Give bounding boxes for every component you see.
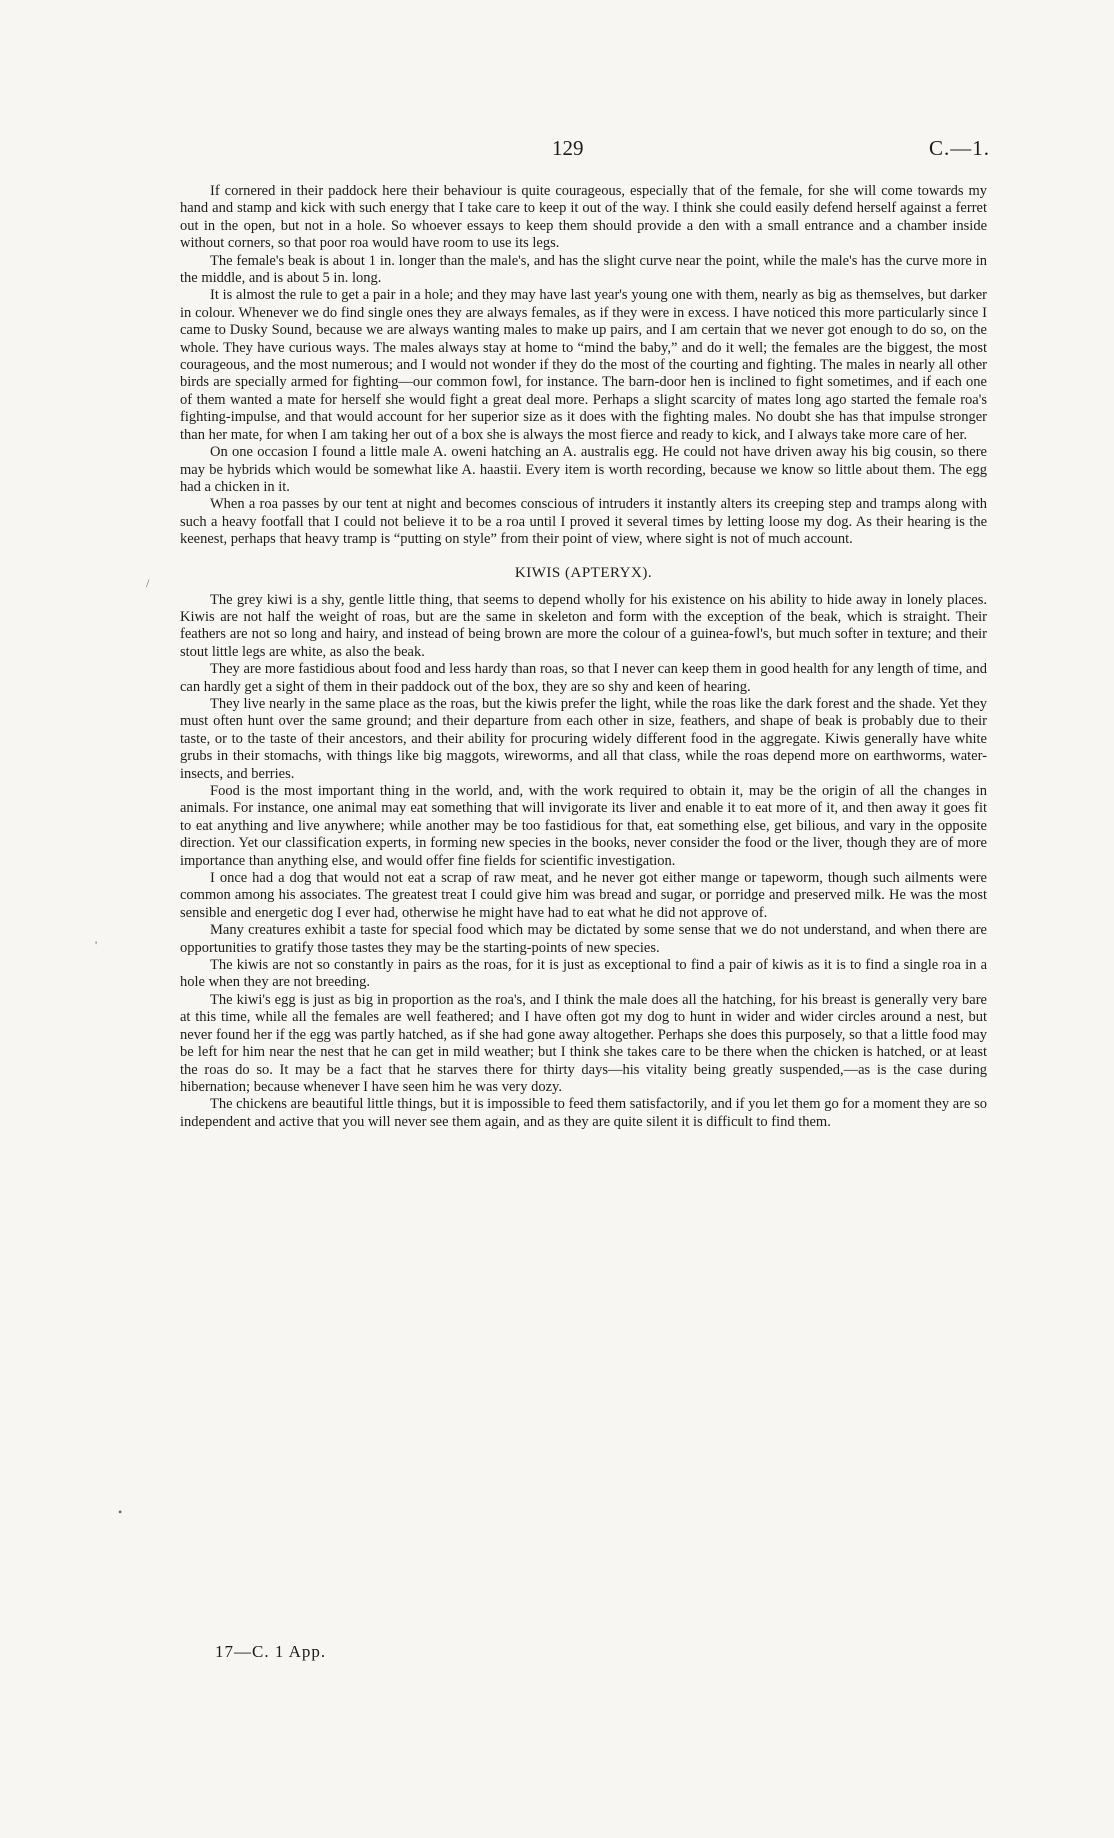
paragraph: Many creatures exhibit a taste for special food which may be dictated by some sense that we do not understand, and when there are opportunities to gratify those tastes they may be the starting-points of new species.	[180, 922, 987, 956]
section-heading: KIWIS (APTERYX).	[514, 564, 653, 581]
paragraph: They are more fastidious about food and less hardy than roas, so that I never can keep them in good health for any length of time, and can hardly get a sight of them in their paddock out of the box, they are so shy and keen of hearing.	[180, 661, 987, 695]
paragraph: If cornered in their paddock here their behaviour is quite courageous, especially that of the female, for she will come towards my hand and stamp and kick with such energy that I take care to keep it out of the way. I think she could easily defend herself against a ferret out in the open, but not in a hole. So whoever essays to keep them should provide a den with a small entrance and a chamber inside without corners, so that poor roa would have room to use its legs.	[180, 183, 987, 252]
paragraph: It is almost the rule to get a pair in a hole; and they may have last year's young one with them, nearly as big as themselves, but darker in colour. Whenever we do find single ones they are always females, as if they were in excess. I have noticed this more particularly since I came to Dusky Sound, because we are always wanting males to make up pairs, and I am certain that we never got enough to do so, on the whole. They have curious ways. The males always stay at home to “mind the baby,” and do it well; the females are the biggest, the most courageous, and the most numerous; and I would not wonder if they do the most of the courting and fighting. The males in nearly all other birds are specially armed for fighting—our common fowl, for instance. The barn-door hen is inclined to fight sometimes, and if each one of them wanted a mate for herself she would fight a great deal more. Perhaps a slight scarcity of mates long ago started the female roa's fighting-impulse, and that would account for her superior size as it does with the fighting males. No doubt she has that impulse stronger than her mate, for when I am taking her out of a box she is always the most fierce and ready to kick, and I always take more care of her.	[180, 287, 987, 443]
margin-mark: •	[118, 1505, 123, 1519]
paragraph: The female's beak is about 1 in. longer than the male's, and has the slight curve near the point, while the male's has the curve more in the middle, and is about 5 in. long.	[180, 252, 987, 287]
paragraph: On one occasion I found a little male A. oweni hatching an A. australis egg. He could not have driven away his big cousin, so there may be hybrids which would be somewhat like A. haastii. Every item is worth recording, because we know so little about them. The egg had a chicken in it.	[180, 444, 987, 495]
paragraph: The grey kiwi is a shy, gentle little thing, that seems to depend wholly for his existence on his ability to hide away in lonely places. Kiwis are not half the weight of roas, but are the same in skeleton and form with the exception of the beak, which is straight. Their feathers are not so long and hairy, and instead of being brown are more the colour of a guinea-fowl's, but much softer in texture; and their stout little legs are white, as also the beak.	[180, 591, 987, 660]
page-header	[0, 136, 1114, 164]
margin-mark: /	[146, 576, 150, 590]
paragraph: The kiwi's egg is just as big in proportion as the roa's, and I think the male does all the hatching, for his breast is generally very bare at this time, while all the females are well feathered; and I have often got my dog to hunt in wider and wider circles around a nest, but never found her if the egg was partly hatched, as if she had gone away altogether. Perhaps she does this purposely, so that a little food may be left for him near the nest that he can get in mild weather; but I think she takes care to be there when the chicken is hatched, or at least the roas do so. It may be a fact that he starves there for thirty days—his vitality being greatly suspended,—as is the case during hibernation; because whenever I have seen him he was very dozy.	[180, 991, 987, 1095]
paragraph: Food is the most important thing in the world, and, with the work required to obtain it, may be the origin of all the changes in animals. For instance, one animal may eat something that will invigorate its liver and enable it to eat more of it, and then away it goes fit to eat anything and live anywhere; while another may be too fastidious for that, eat something else, get bilious, and vary in the opposite direction. Yet our classification experts, in forming new species in the books, never consider the food or the liver, though they are of more importance than anything else, and would offer fine fields for scientific investigation.	[180, 783, 987, 869]
document-reference: C.—1.	[928, 136, 990, 160]
paragraph: I once had a dog that would not eat a scrap of raw meat, and he never got either mange or tapeworm, though such ailments were common among his associates. The greatest treat I could give him was bread and sugar, or porridge and preserved milk. He was the most sensible and energetic dog I ever had, otherwise he might have had to eat what he did not approve of.	[180, 870, 987, 921]
paragraph: The kiwis are not so constantly in pairs as the roas, for it is just as exceptional to find a pair of kiwis as it is to find a single roa in a hole when they are not breeding.	[180, 957, 987, 991]
paragraph: When a roa passes by our tent at night and becomes conscious of intruders it instantly alters its creeping step and tramps along with such a heavy footfall that I could not believe it to be a roa until I proved it several times by letting loose my dog. As their hearing is the keenest, perhaps that heavy tramp is “putting on style” from their point of view, where sight is not of much account.	[180, 496, 987, 548]
page-body	[180, 183, 987, 1131]
paragraph: The chickens are beautiful little things, but it is impossible to feed them satisfactorily, and if you let them go for a moment they are so independent and active that you will never see them again, and as they are quite silent it is difficult to find them.	[180, 1096, 987, 1130]
margin-mark: '	[95, 938, 98, 952]
roa-section	[180, 183, 987, 549]
page-number: 129	[552, 136, 584, 160]
footer-signature: 17—C. 1 App.	[215, 1642, 327, 1661]
kiwi-section	[180, 592, 987, 1132]
paragraph: They live nearly in the same place as the roas, but the kiwis prefer the light, while the roas like the dark forest and the shade. Yet they must often hunt over the same ground; and their departure from each other in size, feathers, and shape of beak is probably due to their taste, or to the taste of their ancestors, and their ability for procuring widely different food in the aggregate. Kiwis generally have white grubs in their stomachs, with things like big maggots, wireworms, and all that class, while the roas depend more on earthworms, water-insects, and berries.	[180, 695, 987, 782]
